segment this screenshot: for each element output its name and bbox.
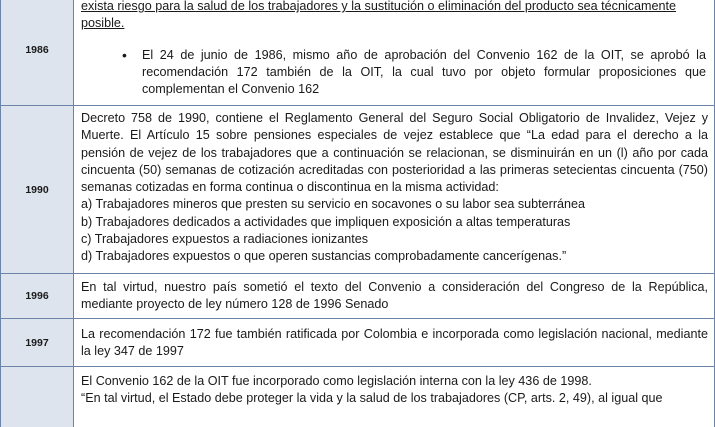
row-line: “En tal virtud, el Estado debe proteger la vida y la salud de los trabajadores (CP, arts. 2, 49), al igual que xyxy=(81,391,663,406)
bullet-item xyxy=(81,47,708,99)
year-cell: 1990 xyxy=(0,106,74,273)
row-paragraph: En tal virtud, nuestro país sometió el texto del Convenio a consideración del Congreso de la República, mediante proyecto de ley número 128 de 1996 Senado xyxy=(81,280,708,312)
year-cell xyxy=(0,367,74,427)
worker-list xyxy=(81,196,708,265)
table-row-1990 xyxy=(0,106,715,274)
list-item: c) Trabajadores expuestos a radiaciones ionizantes xyxy=(81,232,369,247)
underlined-line: exista riesgo para la salud de los trabajadores y la sustitución o eliminación del producto sea técnicamente xyxy=(81,0,677,13)
table-row-1986 xyxy=(0,0,715,106)
list-item: b) Trabajadores dedicados a actividades que impliquen exposición a altas temperaturas xyxy=(81,214,571,229)
underlined-line: posible. xyxy=(81,16,125,31)
table-row-1997 xyxy=(0,319,715,367)
content-cell xyxy=(74,274,715,318)
decree-paragraph: Decreto 758 de 1990, contiene el Reglamento General del Seguro Social Obligatorio de Invalidez, Vejez y Muerte. El Artículo 15 sobre pensiones especiales de vejez establece que “La edad para el derecho a la pensión de vejez de los trabajadores que a continuación se relacionan, se disminuirán en un (l) año por cada cincuenta (50) semanas de cotización acreditadas con posterioridad a las primeras setecientas cincuenta (750) semanas cotizadas en forma continua o discontinua en la misma actividad: xyxy=(81,111,708,195)
content-cell xyxy=(74,106,715,273)
row-paragraph: La recomendación 172 fue también ratificada por Colombia e incorporada como legislación nacional, mediante la ley 347 de 1997 xyxy=(81,327,708,359)
list-item: d) Trabajadores expuestos o que operen sustancias comprobadamente cancerígenas.” xyxy=(81,249,567,264)
row-line: El Convenio 162 de la OIT fue incorporado como legislación interna con la ley 436 de 1998. xyxy=(81,374,592,388)
bullet-text: El 24 de junio de 1986, mismo año de aprobación del Convenio 162 de la OIT, se aprobó la recomendación 172 también de la OIT, la cual tuvo por objeto formular proposiciones que complementan el Convenio 162 xyxy=(142,47,706,97)
year-cell: 1986 xyxy=(0,0,74,105)
year-cell: 1997 xyxy=(0,319,74,366)
year-cell: 1996 xyxy=(0,274,74,318)
content-cell xyxy=(74,319,715,366)
bullet-dot-icon: • xyxy=(122,46,127,63)
content-cell xyxy=(74,0,715,105)
content-cell xyxy=(74,367,715,427)
list-item: a) Trabajadores mineros que presten su servicio en socavones o su labor sea subterránea xyxy=(81,197,586,212)
table-row-1996 xyxy=(0,274,715,319)
table-row-partial xyxy=(0,367,715,427)
